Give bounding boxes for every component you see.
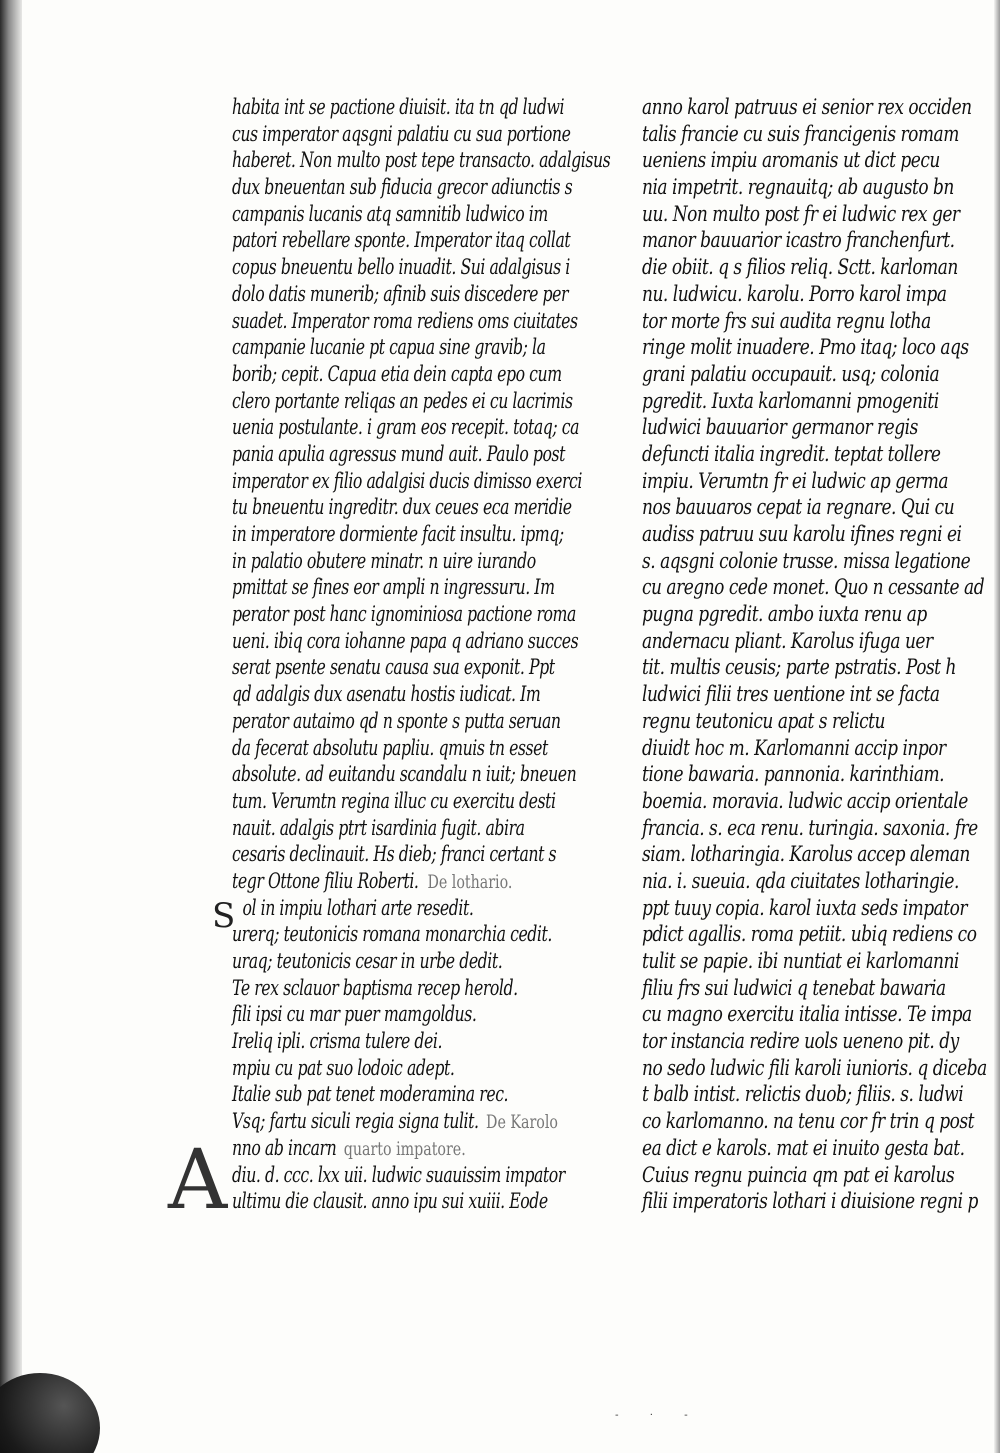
text-line: cu magno exercitu italia intisse. Te impa: [642, 1002, 972, 1027]
text-line: nauit. adalgis ptrt isardinia fugit. abira: [232, 815, 525, 840]
text-line: nia. i. sueuia. qda ciuitates lotharingie.: [642, 868, 959, 893]
initial-letter-s: S: [212, 896, 236, 936]
text-line: Cuius regnu puincia qm pat ei karolus: [642, 1162, 955, 1187]
text-line: no sedo ludwic fili karoli iunioris. q diceba: [642, 1055, 987, 1080]
text-line: ludwici bauuarior germanor regis: [642, 415, 918, 440]
text-line: mpiu cu pat suo lodoic adept.: [232, 1055, 455, 1080]
text-line: absolute. ad euitandu scandalu n iuit; bneuen: [232, 762, 577, 787]
text-line: ultimu die clausit. anno ipu sui xuiii. Eode: [232, 1189, 548, 1214]
text-line: Ireliq ipli. crisma tulere dei.: [232, 1029, 443, 1054]
text-line: tor instancia redire uols ueneno pit. dy: [642, 1029, 959, 1054]
text-line: tulit se papie. ibi nuntiat ei karlomanni: [642, 949, 959, 973]
text-line-part: Vsq; fartu siculi regia signa tulit.: [232, 1109, 479, 1134]
text-line: audiss patruu suu karolu ifines regni ei: [642, 522, 962, 546]
text-line: Te rex sclauor baptisma recep herold.: [232, 975, 518, 1000]
text-line: in palatio obutere minatr. n uire iurando: [232, 548, 536, 573]
text-line: tum. Verumtn regina illuc cu exercitu desti: [232, 788, 556, 813]
text-line: pugna pgredit. ambo iuxta renu ap: [642, 602, 927, 627]
rubric-heading: De Karolo: [486, 1111, 558, 1134]
text-line: talis francie cu suis francigenis romam: [642, 121, 959, 146]
text-line: pmittat se fines eor ampli n ingressuru. Im: [232, 575, 555, 600]
text-line: [232, 868, 516, 895]
corner-shadow: [0, 1373, 100, 1453]
text-line: impiu. Verumtn fr ei ludwic ap germa: [642, 468, 949, 493]
text-line: ol in impiu lothari arte resedit.: [242, 895, 474, 920]
text-line: campanis lucanis atq samnitib ludwico im: [232, 201, 548, 226]
text-line: ueni. ibiq cora iohanne papa q adriano succes: [232, 628, 579, 653]
text-line: in imperatore dormiente facit insultu. ipmq;: [232, 522, 564, 546]
text-line: diu. d. ccc. lxx uii. ludwic suauissim impator: [232, 1162, 565, 1187]
text-line: pgredit. Iuxta karlomanni pmogeniti: [642, 388, 939, 413]
text-line: s. aqsgni colonie trusse. missa legatione: [642, 548, 971, 573]
left-text-column: [232, 94, 611, 1215]
text-line: boemia. moravia. ludwic accip orientale: [642, 788, 968, 813]
text-line: uenia postulante. i gram eos recepit. totaq; ca: [232, 415, 580, 440]
text-line: perator autaimo qd n sponte s putta seruan: [232, 708, 561, 733]
text-line: patori rebellare sponte. Imperator itaq collat: [232, 228, 571, 253]
text-line: urerq; teutonicis romana monarchia cedit.: [232, 922, 552, 947]
text-line: perator post hanc ignominiosa pactione roma: [232, 602, 576, 627]
text-line: siam. lotharingia. Karolus accep aleman: [642, 842, 970, 867]
bottom-marks: - · -: [615, 1410, 702, 1421]
text-line: clero portante reliqas an pedes ei cu lacrimis: [232, 388, 573, 413]
text-line: Italie sub pat tenet moderamina rec.: [232, 1082, 509, 1107]
text-line: fili ipsi cu mar puer mamgoldus.: [232, 1002, 477, 1027]
text-line: defuncti italia ingredit. teptat tollere: [642, 441, 941, 466]
rubric-heading: quarto impatore.: [343, 1137, 466, 1160]
text-line: co karlomanno. na tenu cor fr trin q post: [642, 1109, 975, 1134]
text-line: dux bneuentan sub fiducia grecor adiunctis s: [232, 175, 573, 200]
text-line: suadet. Imperator roma rediens oms ciuitates: [232, 308, 578, 333]
text-line: ringe molit inuadere. Pmo itaq; loco aqs: [642, 335, 969, 360]
text-line: anno karol patruus ei senior rex occiden: [642, 95, 972, 119]
text-line: grani palatiu occupauit. usq; colonia: [642, 361, 940, 386]
text-line: nu. ludwicu. karolu. Porro karol impa: [642, 281, 947, 306]
text-line: dolo datis munerib; afinib suis discedere per: [232, 281, 569, 306]
text-line: tor morte frs sui audita regnu lotha: [642, 308, 931, 333]
text-line: manor bauuarior icastro franchenfurt.: [642, 228, 955, 253]
text-line: campanie lucanie pt capua sine gravib; la: [232, 335, 546, 360]
text-line: habita int se pactione diuisit. ita tn qd ludwi: [232, 95, 565, 119]
page-edge: [994, 0, 1000, 1453]
rubric-heading: De lothario.: [427, 870, 513, 893]
text-line: pdict agallis. roma petiit. ubiq rediens co: [642, 922, 977, 947]
text-line: regnu teutonicu apat s relictu: [642, 708, 885, 733]
text-line: [232, 1135, 516, 1162]
text-line: francia. s. eca renu. turingia. saxonia. fre: [642, 815, 978, 840]
text-line: ueniens impiu aromanis ut dict pecu: [642, 148, 940, 173]
text-line: cu aregno cede monet. Quo n cessante ad: [642, 575, 985, 600]
text-line: imperator ex filio adalgisi ducis dimisso exerci: [232, 468, 582, 493]
text-line: tione bawaria. pannonia. karinthiam.: [642, 762, 945, 787]
text-line: ludwici filii tres uentione int se facta: [642, 682, 940, 707]
text-line: cesaris declinauit. Hs dieb; franci certant s: [232, 842, 557, 867]
text-line: copus bneuentu bello inuadit. Sui adalgisus i: [232, 255, 570, 280]
text-line: ea dict e karols. mat ei inuito gesta bat.: [642, 1135, 965, 1160]
text-line: borib; cepit. Capua etia dein capta epo cum: [232, 361, 562, 386]
text-line: andernacu pliant. Karolus ifuga uer: [642, 628, 933, 653]
text-line: da fecerat absolutu papliu. qmuis tn esset: [232, 735, 548, 760]
text-line: [232, 1108, 558, 1135]
text-line-part: tegr Ottone filiu Roberti.: [232, 868, 419, 893]
binding-gutter: [0, 0, 22, 1453]
text-line: ppt tuuy copia. karol iuxta seds impator: [642, 895, 968, 920]
text-line: diuidt hoc m. Karlomanni accip inpor: [642, 735, 946, 760]
text-line: tit. multis ceusis; parte pstratis. Post h: [642, 655, 956, 680]
text-line: uu. Non multo post fr ei ludwic rex ger: [642, 201, 960, 226]
text-line: haberet. Non multo post tepe transacto. adalgisus: [232, 148, 611, 173]
text-line: die obiit. q s filios reliq. Sctt. karloman: [642, 255, 958, 280]
text-line: uraq; teutonicis cesar in urbe dedit.: [232, 949, 503, 973]
text-line: tu bneuentu ingreditr. dux ceues eca meridie: [232, 495, 572, 520]
right-text-column: [642, 94, 987, 1215]
text-line: filiu frs sui ludwici q tenebat bawaria: [642, 975, 946, 1000]
text-line-part: nno ab incarn: [232, 1135, 337, 1160]
text-line: cus imperator aqsgni palatiu cu sua portione: [232, 121, 571, 146]
text-line: nos bauuaros cepat ia regnare. Qui cu: [642, 495, 955, 520]
text-line: pania apulia agressus mund auit. Paulo post: [232, 441, 566, 466]
text-line: t balb intist. relictis duob; filiis. s. ludwi: [642, 1082, 964, 1107]
initial-letter-a: A: [168, 1133, 228, 1228]
text-line: nia impetrit. regnauitq; ab augusto bn: [642, 175, 954, 200]
text-line: qd adalgis dux asenatu hostis iudicat. Im: [232, 682, 541, 707]
text-line: serat psente senatu causa sua exponit. Ppt: [232, 655, 555, 680]
text-line: filii imperatoris lothari i diuisione regni p: [642, 1189, 978, 1214]
